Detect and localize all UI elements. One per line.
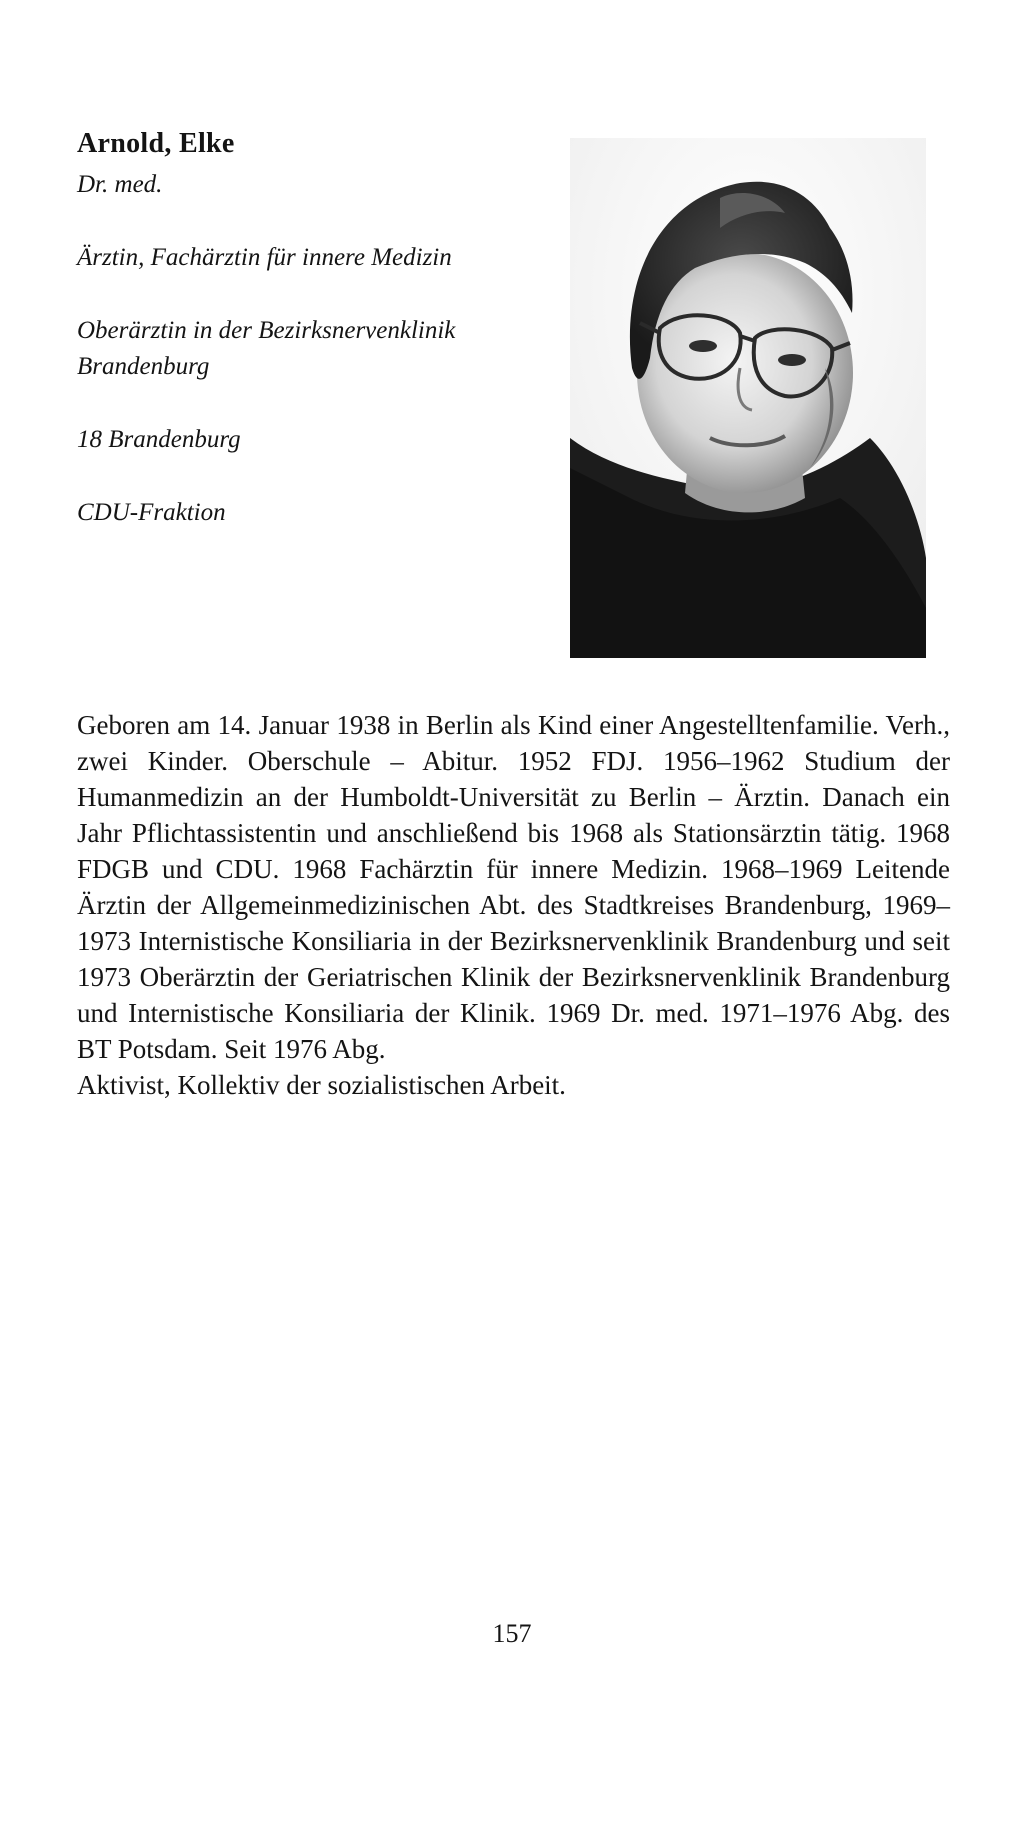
- location: 18 Brandenburg: [77, 426, 241, 453]
- awards-text: Aktivist, Kollektiv der sozialistischen Arbeit.: [77, 1070, 566, 1100]
- biography-text: Geboren am 14. Januar 1938 in Berlin als Kind einer Angestelltenfamilie. Verh., zwei Kinder. Oberschule – Abitur. 1952 FDJ. 1956–1962 Studium der Humanmedizin an der Humboldt-Universität zu Berlin – Ärztin. Danach ein Jahr Pflichtassistentin und anschließend bis 1968 als Stationsärztin tätig. 1968 FDGB und CDU. 1968 Fachärztin für innere Medizin. 1968–1969 Leitende Ärztin der Allgemeinmedizinischen Abt. des Stadtkreises Brandenburg, 1969–1973 Internistische Konsiliaria in der Bezirksnervenklinik Brandenburg und seit 1973 Oberärztin der Geriatrischen Klinik der Bezirksnervenklinik Brandenburg und Internistische Konsiliaria der Klinik. 1969 Dr. med. 1971–1976 Abg. des BT Potsdam. Seit 1976 Abg.: [77, 710, 950, 1064]
- biography: [77, 707, 950, 1103]
- page-number: 157: [492, 1619, 532, 1648]
- person-name: Arnold, Elke: [77, 128, 235, 159]
- academic-degree: Dr. med.: [77, 171, 163, 198]
- profession: Ärztin, Fachärztin für innere Medizin: [77, 244, 452, 271]
- portrait-photo: [570, 138, 926, 658]
- portrait-image: [570, 138, 926, 658]
- faction: CDU-Fraktion: [77, 499, 226, 526]
- person-info: [77, 167, 497, 531]
- position: Oberärztin in der Bezirksnervenklinik Brandenburg: [77, 317, 456, 380]
